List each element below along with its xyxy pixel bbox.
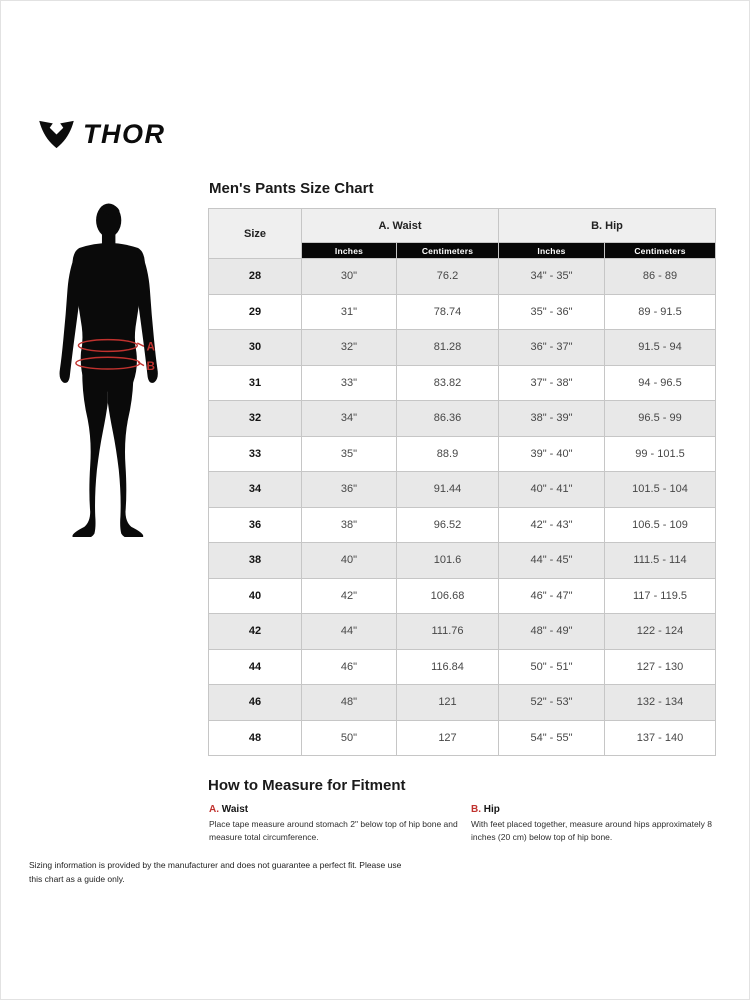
cell-hip_in: 35" - 36" — [499, 294, 605, 330]
table-row — [209, 401, 716, 437]
cell-size: 48 — [209, 720, 302, 756]
cell-waist_in: 48" — [302, 685, 397, 721]
cell-waist_in: 33" — [302, 365, 397, 401]
cell-size: 42 — [209, 614, 302, 650]
cell-size: 28 — [209, 259, 302, 295]
table-row — [209, 259, 716, 295]
cell-waist_cm: 106.68 — [397, 578, 499, 614]
table-row — [209, 649, 716, 685]
cell-waist_in: 34" — [302, 401, 397, 437]
cell-hip_in: 39" - 40" — [499, 436, 605, 472]
table-row — [209, 543, 716, 579]
cell-hip_in: 46" - 47" — [499, 578, 605, 614]
size-table — [208, 208, 716, 756]
cell-hip_cm: 86 - 89 — [605, 259, 716, 295]
cell-waist_cm: 116.84 — [397, 649, 499, 685]
cell-hip_cm: 117 - 119.5 — [605, 578, 716, 614]
cell-size: 30 — [209, 330, 302, 366]
cell-waist_in: 30" — [302, 259, 397, 295]
cell-waist_cm: 83.82 — [397, 365, 499, 401]
waist-label-connector — [137, 343, 144, 346]
cell-waist_cm: 88.9 — [397, 436, 499, 472]
size-table-body — [209, 259, 716, 756]
cell-waist_cm: 81.28 — [397, 330, 499, 366]
cell-hip_in: 36" - 37" — [499, 330, 605, 366]
column-header-size: Size — [209, 209, 302, 259]
table-row — [209, 720, 716, 756]
table-row — [209, 685, 716, 721]
subheader-hip-centimeters: Centimeters — [605, 243, 716, 259]
table-row — [209, 614, 716, 650]
measure-waist-title: Waist — [221, 804, 249, 815]
cell-hip_in: 40" - 41" — [499, 472, 605, 508]
cell-size: 36 — [209, 507, 302, 543]
column-group-waist: A. Waist — [302, 209, 499, 243]
measure-waist-text: Place tape measure around stomach 2" below top of hip bone and measure total circumference. — [209, 819, 458, 843]
cell-waist_in: 32" — [302, 330, 397, 366]
cell-hip_cm: 89 - 91.5 — [605, 294, 716, 330]
cell-waist_cm: 91.44 — [397, 472, 499, 508]
cell-hip_in: 50" - 51" — [499, 649, 605, 685]
cell-waist_cm: 121 — [397, 685, 499, 721]
cell-size: 31 — [209, 365, 302, 401]
cell-waist_cm: 111.76 — [397, 614, 499, 650]
cell-hip_cm: 106.5 - 109 — [605, 507, 716, 543]
measure-hip-text: With feet placed together, measure around hips approximately 8 inches (20 cm) below top of hip bone. — [471, 819, 712, 843]
cell-size: 34 — [209, 472, 302, 508]
disclaimer-text: Sizing information is provided by the manufacturer and does not guarantee a perfect fit. Please use this chart as a guide only. — [29, 860, 402, 884]
table-header-row — [209, 209, 716, 243]
cell-hip_in: 44" - 45" — [499, 543, 605, 579]
column-group-hip: B. Hip — [499, 209, 716, 243]
cell-hip_cm: 91.5 - 94 — [605, 330, 716, 366]
cell-waist_cm: 127 — [397, 720, 499, 756]
subheader-hip-inches: Inches — [499, 243, 605, 259]
cell-hip_in: 48" - 49" — [499, 614, 605, 650]
cell-size: 38 — [209, 543, 302, 579]
cell-hip_in: 38" - 39" — [499, 401, 605, 437]
cell-hip_cm: 99 - 101.5 — [605, 436, 716, 472]
subheader-waist-centimeters: Centimeters — [397, 243, 499, 259]
cell-size: 32 — [209, 401, 302, 437]
cell-waist_in: 42" — [302, 578, 397, 614]
cell-hip_in: 52" - 53" — [499, 685, 605, 721]
measure-hip-label — [471, 804, 723, 815]
cell-waist_cm: 76.2 — [397, 259, 499, 295]
cell-hip_in: 42" - 43" — [499, 507, 605, 543]
cell-waist_in: 50" — [302, 720, 397, 756]
subheader-waist-inches: Inches — [302, 243, 397, 259]
cell-hip_cm: 122 - 124 — [605, 614, 716, 650]
hip-point-label: B — [146, 359, 155, 373]
cell-hip_cm: 94 - 96.5 — [605, 365, 716, 401]
measure-item-waist — [209, 804, 471, 844]
measure-hip-letter: B. — [471, 804, 481, 815]
cell-waist_cm: 78.74 — [397, 294, 499, 330]
cell-hip_in: 54" - 55" — [499, 720, 605, 756]
cell-waist_in: 44" — [302, 614, 397, 650]
cell-waist_in: 38" — [302, 507, 397, 543]
cell-waist_cm: 86.36 — [397, 401, 499, 437]
measure-waist-letter: A. — [209, 804, 219, 815]
measure-hip-title: Hip — [483, 804, 500, 815]
cell-hip_in: 34" - 35" — [499, 259, 605, 295]
cell-hip_in: 37" - 38" — [499, 365, 605, 401]
table-row — [209, 472, 716, 508]
cell-size: 40 — [209, 578, 302, 614]
cell-hip_cm: 111.5 - 114 — [605, 543, 716, 579]
cell-waist_in: 46" — [302, 649, 397, 685]
cell-waist_in: 31" — [302, 294, 397, 330]
cell-size: 33 — [209, 436, 302, 472]
table-row — [209, 507, 716, 543]
cell-size: 29 — [209, 294, 302, 330]
measure-heading: How to Measure for Fitment — [208, 777, 406, 794]
brand-logo — [38, 118, 166, 151]
body-silhouette — [60, 204, 158, 537]
measure-waist-label — [209, 804, 471, 815]
measure-item-hip — [471, 804, 723, 844]
waist-point-label: A — [146, 340, 155, 354]
cell-size: 44 — [209, 649, 302, 685]
cell-hip_cm: 127 - 130 — [605, 649, 716, 685]
cell-hip_cm: 96.5 - 99 — [605, 401, 716, 437]
cell-waist_cm: 101.6 — [397, 543, 499, 579]
table-row — [209, 436, 716, 472]
table-row — [209, 578, 716, 614]
page-title: Men's Pants Size Chart — [209, 180, 374, 197]
brand-name: THOR — [83, 119, 166, 149]
cell-waist_in: 40" — [302, 543, 397, 579]
cell-hip_cm: 132 - 134 — [605, 685, 716, 721]
cell-waist_in: 35" — [302, 436, 397, 472]
table-row — [209, 365, 716, 401]
cell-hip_cm: 137 - 140 — [605, 720, 716, 756]
table-row — [209, 330, 716, 366]
thor-horns-icon — [38, 118, 75, 151]
male-figure-silhouette — [43, 201, 171, 537]
cell-size: 46 — [209, 685, 302, 721]
cell-hip_cm: 101.5 - 104 — [605, 472, 716, 508]
cell-waist_in: 36" — [302, 472, 397, 508]
table-row — [209, 294, 716, 330]
cell-waist_cm: 96.52 — [397, 507, 499, 543]
